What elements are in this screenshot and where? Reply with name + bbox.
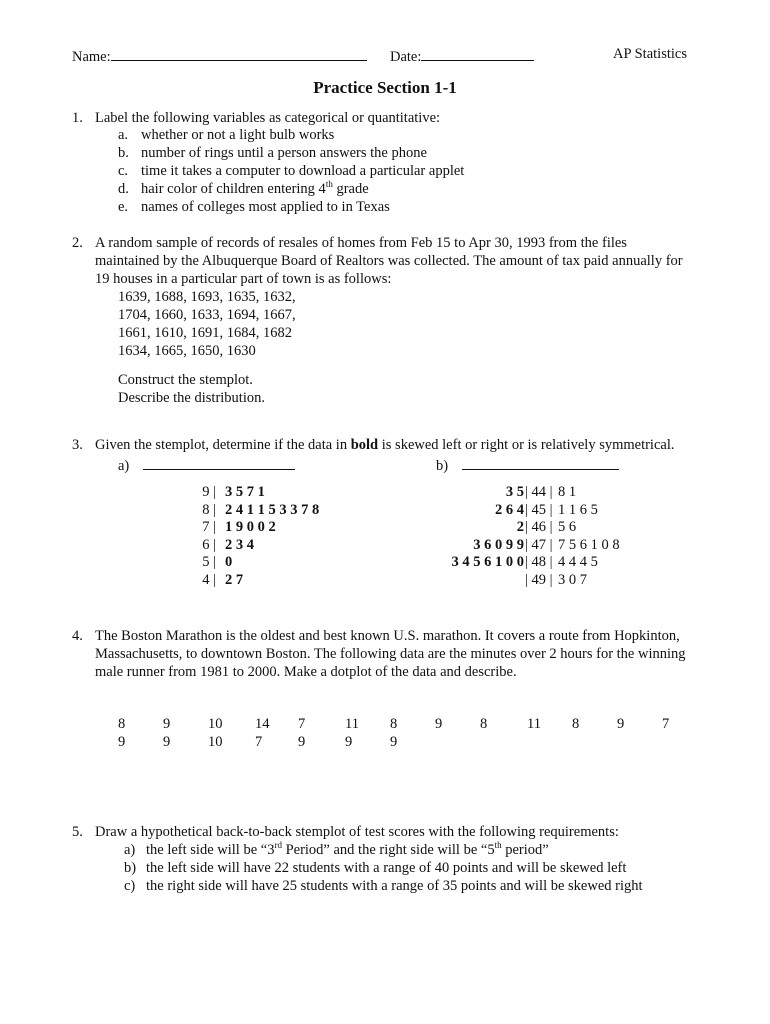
stemplot-b-stem: | 44 |: [525, 484, 553, 500]
q3-answer-a-blank[interactable]: [143, 455, 295, 470]
q2-line: maintained by the Albuquerque Board of Realtors was collected. The amount of tax paid annually for: [95, 253, 683, 269]
name-label: Name:: [72, 49, 111, 65]
marathon-value: 14: [255, 716, 270, 732]
stemplot-b-right-leaves: 8 1: [558, 484, 577, 500]
q2-data-line: 1661, 1610, 1691, 1684, 1682: [118, 325, 292, 341]
stemplot-b-left-leaves: 3 6 0 9 9: [473, 536, 524, 553]
marathon-value: 8: [390, 716, 398, 732]
q2-number: 2.: [72, 235, 83, 251]
date-field[interactable]: [390, 46, 534, 66]
stemplot-b-left-leaves: 2: [516, 519, 524, 535]
q1-item-text: names of colleges most applied to in Texas: [141, 199, 390, 215]
marathon-value: 9: [163, 716, 171, 732]
q4-number: 4.: [72, 628, 83, 644]
stemplot-b-right-leaves: 4 4 4 5: [558, 554, 598, 570]
q3-prompt-bold: bold: [350, 437, 379, 453]
q1-item-letter: b.: [118, 145, 129, 161]
date-label: Date:: [390, 49, 422, 65]
stemplot-b-stem: | 49 |: [525, 571, 553, 588]
q5-item-a-mid: Period” and the right side will be “5: [281, 842, 495, 858]
q5-number: 5.: [72, 824, 83, 840]
marathon-value: 9: [163, 734, 171, 750]
q1-item-text: time it takes a computer to download a particular applet: [141, 163, 465, 179]
q1-number: 1.: [72, 110, 83, 126]
marathon-value: 9: [390, 734, 398, 750]
stemplot-a-leaves: 2 3 4: [225, 536, 254, 553]
marathon-value: 9: [298, 734, 306, 750]
q5-item-letter: c): [124, 878, 136, 894]
stemplot-b-right-leaves: 1 1 6 5: [558, 501, 598, 518]
stemplot-a-leaves: 2 4 1 1 5 3 3 7 8: [225, 501, 320, 518]
stemplot-b-left-leaves: 3 5: [505, 484, 524, 500]
q5-item-text: [146, 842, 549, 859]
marathon-value: 8: [118, 716, 126, 732]
q2-line: A random sample of records of resales of homes from Feb 15 to Apr 30, 1993 from the files: [95, 235, 627, 251]
page-title: Practice Section 1-1: [313, 78, 457, 97]
stemplot-b-stem: | 48 |: [525, 554, 553, 570]
date-blank[interactable]: [421, 46, 534, 61]
stemplot-a-stem: 6 |: [202, 536, 216, 553]
stemplot-a-stem: 9 |: [202, 484, 216, 500]
q2-data-line: 1639, 1688, 1693, 1635, 1632,: [118, 289, 296, 305]
q1-prompt: Label the following variables as categorical or quantitative:: [95, 110, 441, 126]
stemplot-b-left-leaves: 2 6 4: [495, 501, 524, 518]
q3-prompt-pre: Given the stemplot, determine if the data in: [95, 437, 351, 453]
marathon-value: 9: [617, 716, 625, 732]
q2-line: 19 houses in a particular part of town is as follows:: [95, 271, 392, 287]
q5-item-text: the right side will have 25 students with a range of 35 points and will be skewed right: [146, 878, 643, 894]
marathon-value: 10: [208, 734, 223, 750]
q1-item-letter: d.: [118, 181, 129, 197]
q5-item-a-sup1: rd: [274, 840, 282, 851]
q2-task: Describe the distribution.: [118, 390, 265, 406]
stemplot-a-stem: 8 |: [202, 501, 216, 518]
marathon-value: 8: [480, 716, 488, 732]
stemplot-a-leaves: 0: [225, 554, 233, 570]
stemplot-b-left-leaves: 3 4 5 6 1 0 0: [451, 554, 524, 570]
marathon-value: 7: [662, 716, 670, 732]
q3-number: 3.: [72, 437, 83, 453]
q5-item-a-post: period”: [501, 842, 549, 858]
q5-item-a-pre: the left side will be “3: [146, 842, 275, 858]
q3-prompt-post: is skewed left or right or is relatively symmetrical.: [378, 437, 675, 453]
q4-line: The Boston Marathon is the oldest and best known U.S. marathon. It covers a route from Hopkinton,: [95, 628, 680, 644]
stemplot-b-stem: | 46 |: [525, 519, 553, 535]
stemplot-a-leaves: 3 5 7 1: [225, 484, 265, 500]
q4-line: male runner from 1981 to 2000. Make a dotplot of the data and describe.: [95, 664, 517, 680]
q2-task: Construct the stemplot.: [118, 372, 253, 388]
q3-label-a: a): [118, 458, 130, 474]
q1-item-text: number of rings until a person answers the phone: [141, 145, 427, 161]
stemplot-b-right-leaves: 5 6: [558, 519, 577, 535]
marathon-value: 8: [572, 716, 580, 732]
q5-item-letter: b): [124, 860, 137, 876]
marathon-value: 7: [255, 734, 263, 750]
q2-data-line: 1634, 1665, 1650, 1630: [118, 343, 256, 359]
stemplot-b-right-leaves: 3 0 7: [558, 571, 587, 588]
stemplot-a-leaves: 2 7: [225, 571, 244, 588]
q5-item-letter: a): [124, 842, 136, 858]
marathon-value: 7: [298, 716, 306, 732]
q1-item-d-tail: grade: [332, 181, 369, 197]
course-label: AP Statistics: [613, 46, 687, 62]
q5-prompt: Draw a hypothetical back-to-back stemplot of test scores with the following requirements:: [95, 824, 619, 840]
q3-answer-b-blank[interactable]: [462, 455, 619, 470]
marathon-value: 9: [345, 734, 353, 750]
q3-prompt: [95, 437, 675, 454]
q1-item-letter: c.: [118, 163, 129, 179]
q3-answer-b[interactable]: [436, 455, 619, 475]
q2-data-line: 1704, 1660, 1633, 1694, 1667,: [118, 307, 296, 323]
name-field[interactable]: [72, 46, 367, 66]
marathon-value: 9: [435, 716, 443, 732]
q1-item-d-sup: th: [325, 179, 333, 190]
stemplot-b-stem: | 45 |: [525, 501, 553, 518]
stemplot-a-stem: 7 |: [202, 519, 216, 535]
q4-line: Massachusetts, to downtown Boston. The following data are the minutes over 2 hours for the winning: [95, 646, 686, 662]
q1-item-d-text: hair color of children entering 4: [141, 181, 326, 197]
marathon-value: 11: [527, 716, 541, 732]
q5-item-a-sup2: th: [494, 840, 502, 851]
q5-item-text: the left side will have 22 students with a range of 40 points and will be skewed left: [146, 860, 627, 876]
q1-item-letter: e.: [118, 199, 129, 215]
marathon-value: 9: [118, 734, 126, 750]
q3-label-b: b): [436, 458, 449, 474]
stemplot-a-leaves: 1 9 0 0 2: [225, 519, 276, 535]
stemplot-a-stem: 5 |: [202, 554, 216, 570]
name-blank[interactable]: [111, 46, 367, 61]
marathon-value: 10: [208, 716, 223, 732]
q3-answer-a[interactable]: [118, 455, 295, 475]
marathon-value: 11: [345, 716, 359, 732]
stemplot-a-stem: 4 |: [202, 571, 216, 588]
q1-item-text: whether or not a light bulb works: [141, 127, 335, 143]
q1-item-letter: a.: [118, 127, 129, 143]
stemplot-b-right-leaves: 7 5 6 1 0 8: [558, 536, 620, 553]
q1-item-text: [141, 181, 369, 198]
stemplot-b-stem: | 47 |: [525, 536, 553, 553]
